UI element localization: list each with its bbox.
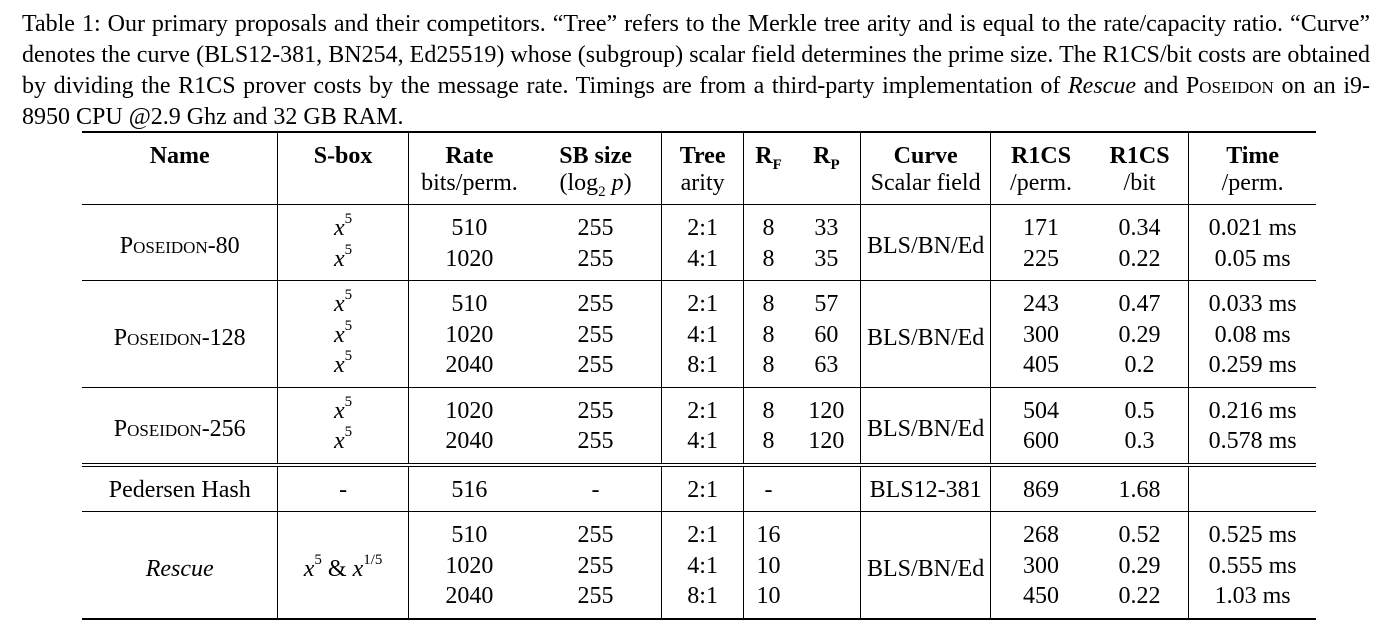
caption-poseidon: Poseidon — [1185, 73, 1274, 99]
table-row: Pedersen Hash - 516 - 2:1 - BLS12-381 869 1.68 — [82, 465, 1316, 512]
comparison-table — [82, 131, 1316, 620]
row-name: Poseidon-256 — [113, 415, 246, 442]
curve-cell: BLS12-381 — [861, 465, 991, 512]
curve-cell: BLS/BN/Ed — [861, 387, 991, 465]
row-name: Poseidon-80 — [119, 233, 240, 260]
table-header — [82, 132, 1316, 205]
header-curve: Curve — [861, 132, 991, 170]
row-name: Pedersen Hash — [108, 476, 251, 503]
header-curve-unit: Scalar field — [861, 170, 991, 205]
table-row: Poseidon-256 $x^5$ 1020 255 2:1 8 120 BLS/BN/Ed 504 0.5 0.216 ms — [82, 387, 1316, 426]
table-row: 1020 255 4:1 10 300 0.29 0.555 ms — [82, 551, 1316, 582]
header-r1cs-perm-unit: /perm. — [991, 170, 1091, 205]
table-row: Rescue $x^5$ & $x^{1/5}$ 510 255 2:1 16 BLS/BN/Ed 268 0.52 0.525 ms — [82, 512, 1316, 551]
caption-label: Table 1: — [22, 11, 101, 37]
sbox-cell: $x^5$ — [278, 320, 408, 351]
group-pedersen — [82, 465, 1316, 512]
table-row: $x^5$ 1020 255 4:1 8 35 225 0.22 0.05 ms — [82, 244, 1316, 281]
header-rate-unit: bits/perm. — [408, 170, 530, 205]
table-row: 2040 255 8:1 10 450 0.22 1.03 ms — [82, 581, 1316, 619]
group-rescue — [82, 512, 1316, 619]
row-name: Rescue — [145, 555, 214, 582]
sbox-cell: $x^5$ — [278, 350, 408, 387]
sbox-cell: $x^5$ — [278, 281, 408, 320]
sbox-cell: $x^5$ — [278, 426, 408, 465]
table-row: Poseidon-128 $x^5$ 510 255 2:1 8 57 BLS/BN/Ed 243 0.47 0.033 ms — [82, 281, 1316, 320]
header-r1cs-perm: R1CS — [991, 132, 1091, 170]
table-row: $x^5$ 1020 255 4:1 8 60 300 0.29 0.08 ms — [82, 320, 1316, 351]
header-time: Time — [1189, 132, 1316, 170]
header-r1cs-bit-unit: /bit — [1123, 170, 1156, 196]
header-time-unit: /perm. — [1189, 170, 1316, 205]
row-name: Poseidon-128 — [113, 324, 246, 351]
table-row: Poseidon-80 $x^5$ 510 255 2:1 8 33 BLS/BN/Ed 171 0.34 0.021 ms — [82, 205, 1316, 244]
group-poseidon-80 — [82, 205, 1316, 281]
caption-text-2: and — [1135, 73, 1186, 99]
header-sb-size: SB size — [559, 143, 632, 169]
header-r1cs-bit: R1CS — [1109, 143, 1170, 169]
header-rp: $R_P$ — [813, 143, 840, 173]
header-tree: Tree — [661, 132, 743, 170]
caption-text-1: Our primary proposals and their competitors. “Tree” refers to the Merkle tree arity and is equal to the rate/capacity ratio. “Curve” denotes the curve (BLS12-381, BN254, Ed25519) whose (subgroup) scalar field determines the prime size. The R1CS/bit costs are obtained by dividing the R1CS prover costs by the message rate. Timings are from a third-party implementation of — [22, 11, 1371, 99]
header-sbox: S-box — [278, 132, 408, 170]
caption-text-3: on an i9-8950 CPU @2.9 Ghz and 32 GB RAM. — [22, 73, 1371, 130]
curve-cell: BLS/BN/Ed — [861, 512, 991, 619]
sbox-cell: $x^5$ & $x^{1/5}$ — [278, 512, 408, 619]
curve-cell: BLS/BN/Ed — [861, 205, 991, 281]
table-caption — [22, 9, 1370, 133]
sbox-cell: $x^5$ — [278, 387, 408, 426]
group-poseidon-128 — [82, 281, 1316, 388]
caption-rescue: Rescue — [1068, 73, 1136, 99]
curve-cell: BLS/BN/Ed — [861, 281, 991, 388]
header-sb-unit: ($\log_2$ p) — [559, 170, 632, 200]
header-name: Name — [149, 143, 210, 169]
sbox-cell: $x^5$ — [278, 205, 408, 244]
table-row: $x^5$ 2040 255 4:1 8 120 600 0.3 0.578 ms — [82, 426, 1316, 465]
header-rf: $R_F$ — [744, 132, 793, 170]
header-tree-unit: arity — [661, 170, 743, 205]
group-poseidon-256 — [82, 387, 1316, 465]
sbox-cell: $x^5$ — [278, 244, 408, 281]
header-rate: Rate — [408, 132, 530, 170]
table-row: $x^5$ 2040 255 8:1 8 63 405 0.2 0.259 ms — [82, 350, 1316, 387]
